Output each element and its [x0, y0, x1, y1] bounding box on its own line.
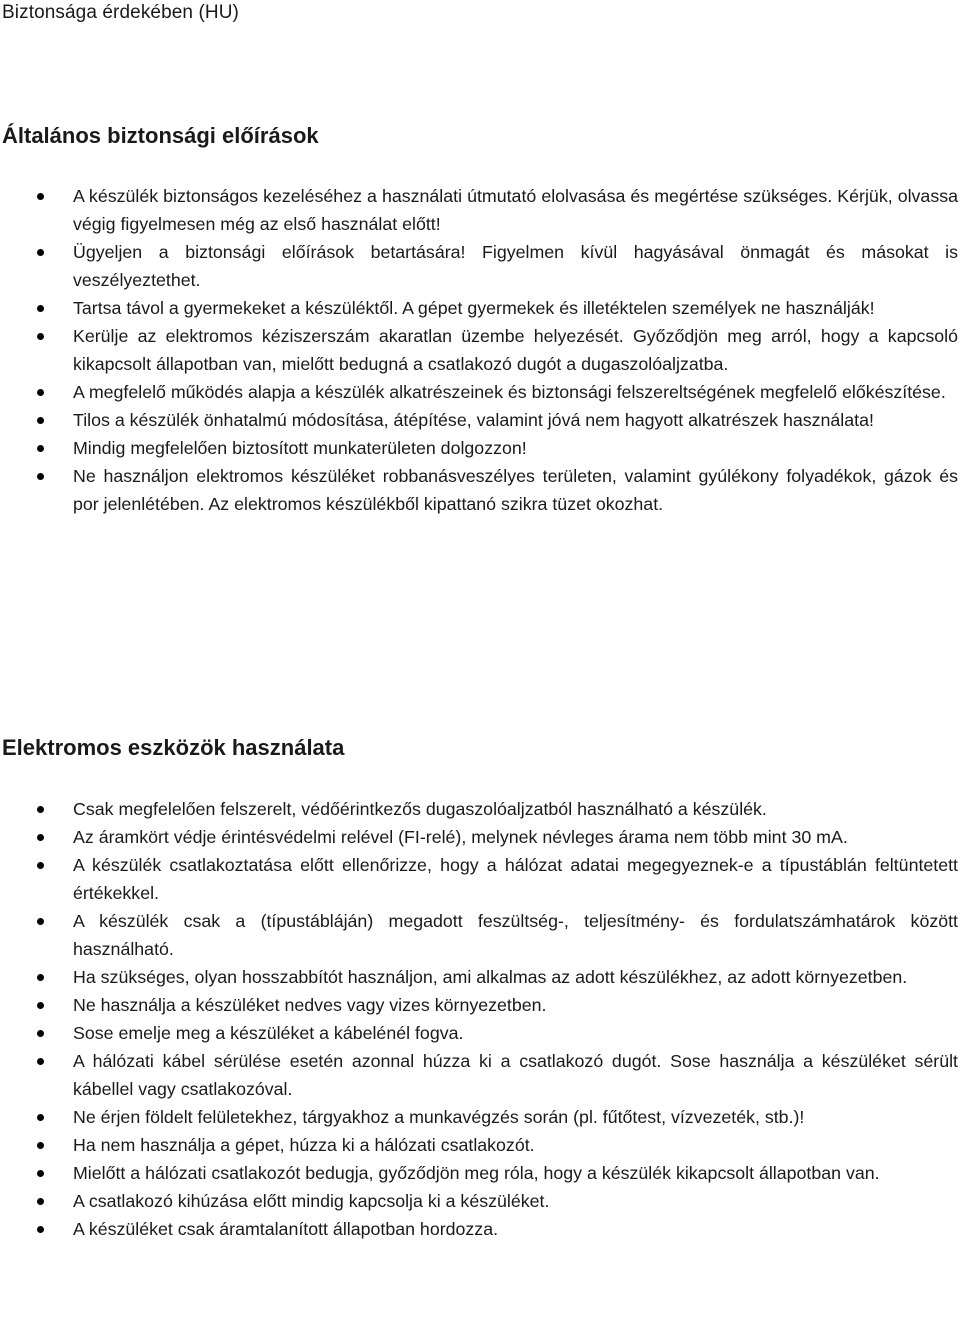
list-item-text: A megfelelő működés alapja a készülék alkatrészeinek és biztonsági felszereltségének megfelelő előkészítése.: [73, 382, 946, 402]
list-item-text: Ne használja a készüléket nedves vagy vizes környezetben.: [73, 995, 547, 1015]
bullet-icon: [37, 918, 44, 925]
list-item: [0, 907, 958, 963]
list-item: [0, 238, 958, 294]
list-item: [0, 322, 958, 378]
bullet-icon: [37, 862, 44, 869]
list-item: [0, 182, 958, 238]
list-item: [0, 462, 958, 518]
section-heading-general-safety: Általános biztonsági előírások: [2, 123, 319, 148]
bullet-icon: [37, 834, 44, 841]
bullet-icon: [37, 445, 44, 452]
bullet-icon: [37, 1058, 44, 1065]
bullet-icon: [37, 1142, 44, 1149]
list-item: [0, 823, 958, 851]
document-header: Biztonsága érdekében (HU): [2, 2, 239, 23]
section-heading-electrical-tools: Elektromos eszközök használata: [2, 735, 345, 760]
list-item: [0, 1187, 958, 1215]
list-item-text: Tilos a készülék önhatalmú módosítása, átépítése, valamint jóvá nem hagyott alkatrészek használata!: [73, 410, 874, 430]
list-item-text: A készülék biztonságos kezeléséhez a használati útmutató elolvasása és megértése szükséges. Kérjük, olvassa végig figyelmesen még az első használat előtt!: [73, 186, 958, 234]
list-item-text: Ügyeljen a biztonsági előírások betartására! Figyelmen kívül hagyásával önmagát és másokat is veszélyeztethet.: [73, 242, 958, 290]
bullet-icon: [37, 417, 44, 424]
list-item-text: Tartsa távol a gyermekeket a készüléktől. A gépet gyermekek és illetéktelen személyek ne használják!: [73, 298, 875, 318]
list-item: [0, 963, 958, 991]
bullet-icon: [37, 1170, 44, 1177]
bullet-icon: [37, 806, 44, 813]
list-item-text: A készülék csak a (típustábláján) megadott feszültség-, teljesítmény- és fordulatszámhatárok között használható.: [73, 911, 958, 959]
list-item: [0, 294, 958, 322]
bullet-icon: [37, 193, 44, 200]
list-item: [0, 1103, 958, 1131]
bullet-icon: [37, 1114, 44, 1121]
list-item-text: Mielőtt a hálózati csatlakozót bedugja, győződjön meg róla, hogy a készülék kikapcsolt állapotban van.: [73, 1163, 880, 1183]
list-item-text: Ne használjon elektromos készüléket robbanásveszélyes területen, valamint gyúlékony folyadékok, gázok és por jelenlétében. Az elektromos készülékből kipattanó szikra tüzet okozhat.: [73, 466, 958, 514]
list-item: [0, 851, 958, 907]
bullet-icon: [37, 333, 44, 340]
bullet-icon: [37, 1198, 44, 1205]
list-item: [0, 434, 958, 462]
list-item: [0, 1047, 958, 1103]
bullet-icon: [37, 1002, 44, 1009]
electrical-tools-list: [0, 795, 958, 1243]
general-safety-list: [0, 182, 958, 518]
bullet-icon: [37, 389, 44, 396]
list-item: [0, 406, 958, 434]
bullet-icon: [37, 1226, 44, 1233]
list-item-text: Ha nem használja a gépet, húzza ki a hálózati csatlakozót.: [73, 1135, 535, 1155]
list-item: [0, 1019, 958, 1047]
list-item: [0, 1131, 958, 1159]
list-item-text: A csatlakozó kihúzása előtt mindig kapcsolja ki a készüléket.: [73, 1191, 550, 1211]
list-item: [0, 991, 958, 1019]
list-item-text: Csak megfelelően felszerelt, védőérintkezős dugaszolóaljzatból használható a készülék.: [73, 799, 767, 819]
list-item: [0, 1215, 958, 1243]
list-item: [0, 1159, 958, 1187]
list-item-text: Kerülje az elektromos kéziszerszám akaratlan üzembe helyezését. Győződjön meg arról, hogy a kapcsoló kikapcsolt állapotban van, mielőtt bedugná a csatlakozó dugót a dugaszolóaljzatba.: [73, 326, 958, 374]
list-item-text: A hálózati kábel sérülése esetén azonnal húzza ki a csatlakozó dugót. Sose használja a készüléket sérült kábellel vagy csatlakozóval.: [73, 1051, 958, 1099]
list-item-text: A készüléket csak áramtalanított állapotban hordozza.: [73, 1219, 499, 1239]
list-item: [0, 795, 958, 823]
bullet-icon: [37, 305, 44, 312]
bullet-icon: [37, 974, 44, 981]
list-item-text: A készülék csatlakoztatása előtt ellenőrizze, hogy a hálózat adatai megegyeznek-e a típustáblán feltüntetett értékekkel.: [73, 855, 958, 903]
bullet-icon: [37, 473, 44, 480]
list-item: [0, 378, 958, 406]
list-item-text: Az áramkört védje érintésvédelmi relével (FI-relé), melynek névleges árama nem több mint 30 mA.: [73, 827, 848, 847]
list-item-text: Ne érjen földelt felületekhez, tárgyakhoz a munkavégzés során (pl. fűtőtest, vízvezeték, stb.)!: [73, 1107, 805, 1127]
list-item-text: Ha szükséges, olyan hosszabbítót használjon, ami alkalmas az adott készülékhez, az adott környezetben.: [73, 967, 908, 987]
list-item-text: Sose emelje meg a készüléket a kábelénél fogva.: [73, 1023, 464, 1043]
bullet-icon: [37, 1030, 44, 1037]
list-item-text: Mindig megfelelően biztosított munkaterületen dolgozzon!: [73, 438, 527, 458]
bullet-icon: [37, 249, 44, 256]
